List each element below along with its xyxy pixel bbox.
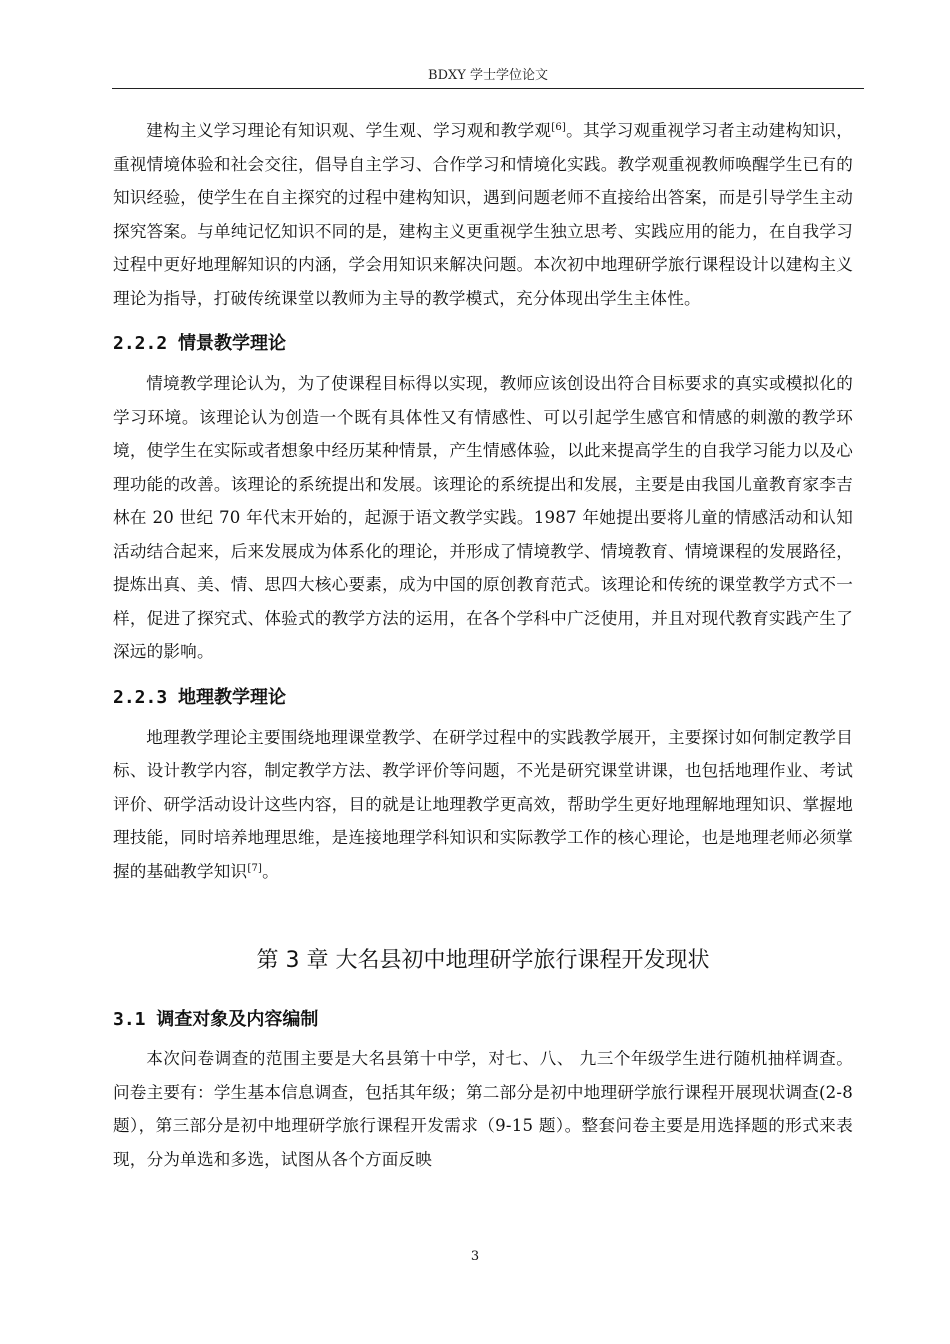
body-content xyxy=(113,114,853,1176)
section-heading-3-1: 3.1 调查对象及内容编制 xyxy=(113,1009,319,1030)
paragraph-text: 地理教学理论主要围绕地理课堂教学、在研学过程中的实践教学展开，主要探讨如何制定教学目标、设计教学内容，制定教学方法、教学评价等问题，不光是研究课堂讲课，也包括地理作业、考试评价、研学活动设计这些内容，目的就是让地理教学更高效，帮助学生更好地理解地理知识、掌握地理技能，同时培养地理思维，是连接地理学科知识和实际教学工作的核心理论，也是地理老师必须掌握的基础教学知识 xyxy=(113,727,853,881)
paragraph-text: 建构主义学习理论有知识观、学生观、学习观和教学观 xyxy=(146,121,552,140)
paragraph-survey: 本次问卷调查的范围主要是大名县第十中学，对七、八、 九三个年级学生进行随机抽样调查。问卷主要有：学生基本信息调查，包括其年级；第二部分是初中地理研学旅行课程开展现状调查(2-8 题），第三部分是初中地理研学旅行课程开发需求（9-15 题）。整套问卷主要是用选择题的形式来表现，分为单选和多选，试图从各个方面反映 xyxy=(113,1049,853,1169)
paragraph-situational-teaching: 情境教学理论认为，为了使课程目标得以实现，教师应该创设出符合目标要求的真实或模拟化的学习环境。该理论认为创造一个既有具体性又有情感性、可以引起学生感官和情感的刺激的教学环境，使学生在实际或者想象中经历某种情景，产生情感体验，以此来提高学生的自我学习能力以及心理功能的改善。该理论的系统提出和发展。该理论的系统提出和发展，主要是由我国儿童教育家李吉林在 20 世纪 70 年代末开始的，起源于语文教学实践。1987 年她提出要将儿童的情感活动和认知活动结合起来，后来发展成为体系化的理论，并形成了情境教学、情境教育、情境课程的发展路径，提炼出真、美、情、思四大核心要素，成为中国的原创教育范式。该理论和传统的课堂教学方式不一样，促进了探究式、体验式的教学方法的运用，在各个学科中广泛使用，并且对现代教育实践产生了深远的影响。 xyxy=(113,374,853,661)
paragraph-text: 。其学习观重视学习者主动建构知识，重视情境体验和社会交往，倡导自主学习、合作学习和情境化实践。教学观重视教师唤醒学生已有的知识经验，使学生在自主探究的过程中建构知识，遇到问题老师不直接给出答案，而是引导学生主动探究答案。与单纯记忆知识不同的是，建构主义更重视学生独立思考、实践应用的能力，在自我学习过程中更好地理解知识的内涵，学会用知识来解决问题。本次初中地理研学旅行课程设计以建构主义理论为指导，打破传统课堂以教师为主导的教学模式，充分体现出学生主体性。 xyxy=(113,121,853,308)
chapter-title: 第 3 章 大名县初中地理研学旅行课程开发现状 xyxy=(256,948,710,973)
paragraph-text: 。 xyxy=(262,861,279,881)
header-rule xyxy=(112,88,864,89)
citation-7[interactable]: [7] xyxy=(247,862,263,874)
section-heading-2-2-3: 2.2.3 地理教学理论 xyxy=(113,686,287,708)
paragraph-geography-teaching xyxy=(113,721,853,889)
running-header: BDXY 学士学位论文 xyxy=(428,68,548,83)
paragraph-constructivism xyxy=(113,114,853,315)
section-heading-2-2-2: 2.2.2 情景教学理论 xyxy=(113,333,287,354)
page-number: 3 xyxy=(470,1249,480,1264)
citation-6[interactable]: [6] xyxy=(551,122,567,133)
